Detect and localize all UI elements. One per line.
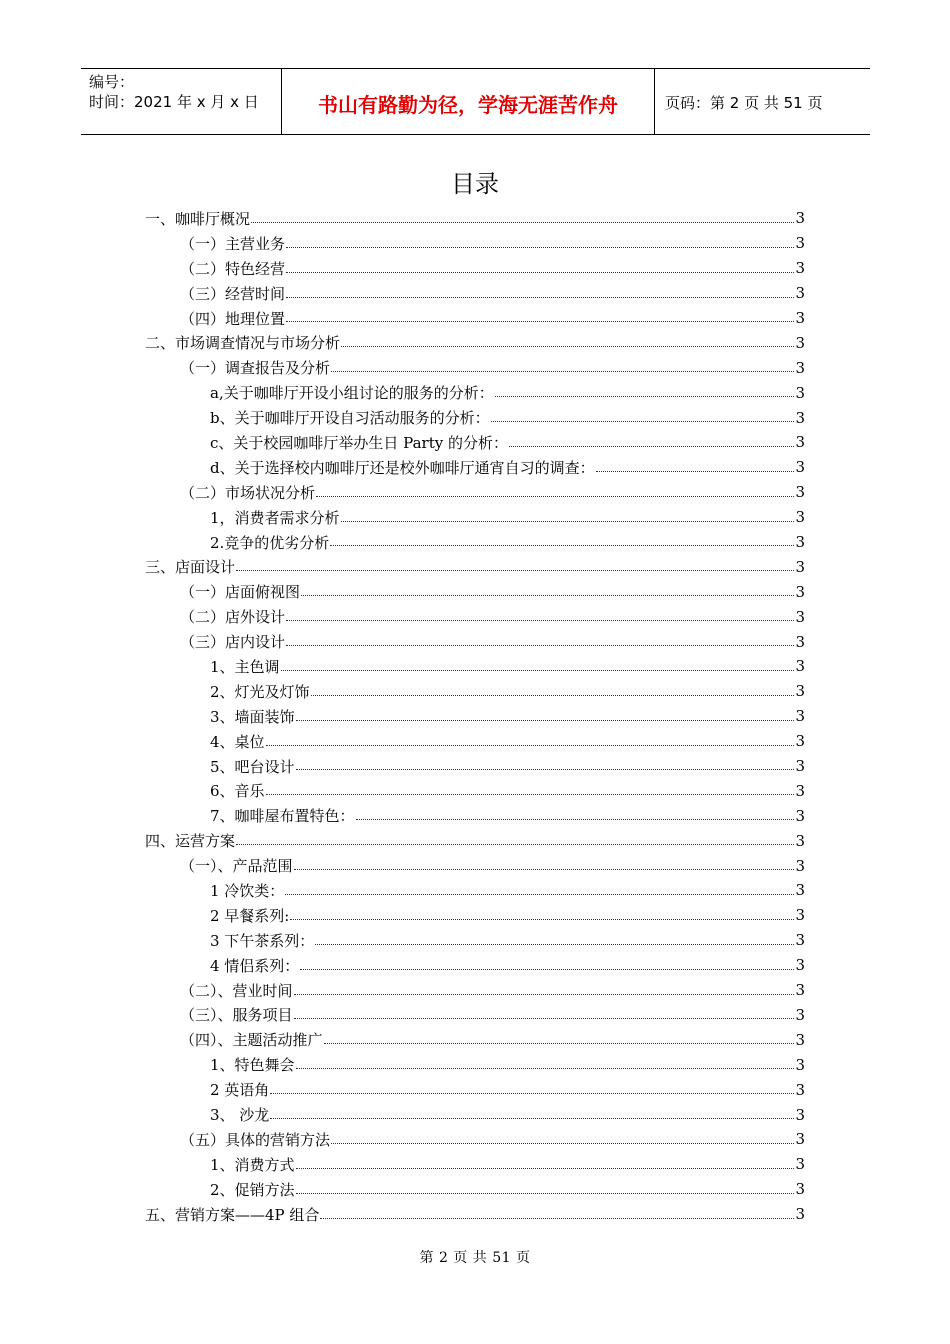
toc-entry-label: 3、墙面装饰 — [210, 707, 295, 726]
toc-entry-page: 3 — [795, 632, 805, 651]
toc-entry-label: （三）店内设计 — [180, 633, 286, 652]
toc-dot-leader — [341, 520, 795, 522]
toc-entry-label: 2、灯光及灯饰 — [210, 682, 310, 701]
toc-entry-page: 3 — [795, 533, 805, 552]
toc-entry-label: （一）、产品范围 — [180, 857, 293, 876]
toc-entry-label: 1、主色调 — [210, 657, 280, 676]
toc-entry[interactable] — [0, 505, 950, 530]
toc-entry-page: 3 — [795, 682, 805, 701]
toc-dot-leader — [509, 445, 794, 447]
toc-entry-page: 3 — [795, 333, 805, 352]
toc-entry[interactable] — [0, 1177, 950, 1202]
toc-dot-leader — [286, 246, 794, 248]
toc-entry-label: d、关于选择校内咖啡厅还是校外咖啡厅通宵自习的调查： — [210, 458, 595, 477]
toc-entry-label: 5、吧台设计 — [210, 757, 295, 776]
toc-entry-label: 4、桌位 — [210, 732, 265, 751]
toc-entry-page: 3 — [795, 209, 805, 228]
toc-entry-label: 五、营销方案——4P 组合 — [145, 1205, 320, 1224]
toc-entry-page: 3 — [795, 284, 805, 303]
header-motto: 书山有路勤为径，学海无涯苦作舟 — [282, 69, 655, 134]
toc-entry-page: 3 — [795, 1155, 805, 1174]
toc-entry-page: 3 — [795, 881, 805, 900]
toc-entry[interactable] — [0, 554, 950, 579]
toc-entry-label: 2、促销方法 — [210, 1180, 295, 1199]
toc-entry-page: 3 — [795, 707, 805, 726]
toc-entry[interactable] — [0, 1077, 950, 1102]
toc-dot-leader — [341, 345, 794, 347]
toc-entry-page: 3 — [795, 1130, 805, 1149]
toc-entry-label: （三）、服务项目 — [180, 1006, 293, 1025]
toc-entry[interactable] — [0, 455, 950, 480]
toc-entry-label: c、关于校园咖啡厅举办生日 Party 的分析： — [210, 433, 508, 452]
toc-dot-leader — [286, 644, 794, 646]
toc-dot-leader — [286, 619, 794, 621]
toc-entry[interactable] — [0, 729, 950, 754]
toc-dot-leader — [330, 544, 794, 546]
toc-entry[interactable] — [0, 231, 950, 256]
toc-entry-page: 3 — [795, 657, 805, 676]
page-header — [81, 68, 870, 135]
toc-entry[interactable] — [0, 480, 950, 505]
toc-entry[interactable] — [0, 978, 950, 1003]
toc-entry-label: b、关于咖啡厅开设自习活动服务的分析： — [210, 409, 490, 428]
toc-dot-leader — [324, 1042, 795, 1044]
toc-entry-page: 3 — [795, 1005, 805, 1024]
toc-entry[interactable] — [0, 679, 950, 704]
toc-entry-page: 3 — [795, 781, 805, 800]
toc-dot-leader — [495, 395, 795, 397]
toc-dot-leader — [301, 594, 794, 596]
toc-entry-label: 1，消费者需求分析 — [210, 508, 340, 527]
toc-entry-label: （一）调查报告及分析 — [180, 359, 331, 378]
toc-entry-page: 3 — [795, 981, 805, 1000]
toc-dot-leader — [296, 1167, 795, 1169]
toc-entry-label: 1、特色舞会 — [210, 1056, 295, 1075]
toc-dot-leader — [270, 1117, 794, 1119]
toc-entry-page: 3 — [795, 408, 805, 427]
header-time-label: 时间：2021 年 x 月 x 日 — [89, 93, 259, 111]
toc-entry-page: 3 — [795, 309, 805, 327]
toc-dot-leader — [311, 694, 795, 696]
toc-dot-leader — [316, 495, 794, 497]
toc-entry[interactable] — [0, 1202, 950, 1227]
toc-entry-page: 3 — [795, 831, 805, 850]
toc-entry-label: 4 情侣系列： — [210, 956, 300, 975]
toc-dot-leader — [296, 719, 795, 721]
toc-entry-label: （四）地理位置 — [180, 309, 286, 328]
toc-entry[interactable] — [0, 754, 950, 779]
toc-entry-page: 3 — [795, 234, 805, 253]
toc-entry-page: 3 — [795, 1105, 805, 1124]
toc-dot-leader — [290, 918, 794, 920]
toc-entry-label: （二）市场状况分析 — [180, 483, 316, 502]
toc-entry-label: （五）具体的营销方法 — [180, 1130, 331, 1149]
toc-entry[interactable] — [0, 405, 950, 430]
toc-dot-leader — [286, 296, 794, 298]
toc-entry[interactable] — [0, 604, 950, 629]
toc-entry-page: 3 — [795, 1205, 805, 1224]
toc-entry-label: （三）经营时间 — [180, 284, 286, 303]
toc-entry-page: 3 — [795, 856, 805, 875]
toc-entry[interactable] — [0, 778, 950, 803]
toc-dot-leader — [596, 470, 795, 472]
toc-entry[interactable] — [0, 355, 950, 380]
toc-dot-leader — [266, 744, 795, 746]
toc-dot-leader — [294, 868, 795, 870]
toc-entry-page: 3 — [795, 582, 805, 601]
toc-entry[interactable] — [0, 281, 950, 306]
toc-dot-leader — [300, 968, 794, 970]
toc-entry-label: 3 下午茶系列： — [210, 931, 315, 950]
toc-dot-leader — [281, 669, 795, 671]
toc-entry-label: 一、咖啡厅概况 — [145, 209, 251, 228]
toc-dot-leader — [356, 818, 795, 820]
toc-entry-label: 2 早餐系列: — [210, 906, 290, 925]
toc-entry[interactable] — [0, 330, 950, 355]
toc-entry-page: 3 — [795, 1055, 805, 1074]
toc-entry[interactable] — [0, 629, 950, 654]
toc-entry-page: 3 — [795, 458, 805, 477]
toc-dot-leader — [286, 271, 794, 273]
header-number-label: 编号： — [89, 73, 135, 91]
toc-entry[interactable] — [0, 953, 950, 978]
toc-entry-page: 3 — [795, 906, 805, 925]
toc-entry-label: （二）店外设计 — [180, 608, 286, 627]
page-title: 目录 — [451, 170, 499, 198]
toc-dot-leader — [296, 768, 795, 770]
toc-entry[interactable] — [0, 380, 950, 405]
toc-dot-leader — [296, 1067, 795, 1069]
toc-dot-leader — [236, 569, 794, 571]
toc-entry[interactable] — [0, 206, 950, 231]
toc-entry[interactable] — [0, 256, 950, 281]
toc-entry-page: 3 — [795, 483, 805, 502]
toc-entry-page: 3 — [795, 757, 805, 776]
toc-entry-page: 3 — [795, 1030, 805, 1049]
toc-entry-label: 1 冷饮类： — [210, 881, 285, 900]
toc-dot-leader — [286, 320, 794, 322]
header-page-info: 页码：第 2 页 共 51 页 — [665, 94, 823, 112]
toc-entry-label: a,关于咖啡厅开设小组讨论的服务的分析： — [210, 384, 494, 403]
toc-entry[interactable] — [0, 306, 950, 331]
toc-entry[interactable] — [0, 1027, 950, 1052]
toc-entry-page: 3 — [795, 557, 805, 576]
toc-dot-leader — [315, 943, 794, 945]
toc-entry[interactable] — [0, 803, 950, 828]
toc-entry-label: 二、市场调查情况与市场分析 — [145, 334, 341, 353]
toc-entry-page: 3 — [795, 1180, 805, 1199]
toc-entry-label: （一）主营业务 — [180, 234, 286, 253]
toc-entry-label: 2 英语角 — [210, 1081, 270, 1100]
toc-entry-label: 2.竞争的优劣分析 — [210, 533, 330, 552]
toc-entry-page: 3 — [795, 931, 805, 950]
toc-dot-leader — [294, 1017, 795, 1019]
toc-entry[interactable] — [0, 1127, 950, 1152]
toc-entry[interactable] — [0, 1102, 950, 1127]
toc-dot-leader — [331, 1142, 794, 1144]
toc-entry[interactable] — [0, 1003, 950, 1028]
toc-dot-leader — [296, 1192, 795, 1194]
toc-entry[interactable] — [0, 878, 950, 903]
toc-dot-leader — [294, 993, 795, 995]
toc-dot-leader — [270, 1092, 794, 1094]
toc-entry-label: 三、店面设计 — [145, 558, 236, 577]
toc-entry-page: 3 — [795, 806, 805, 825]
toc-entry[interactable] — [0, 928, 950, 953]
toc-entry-page: 3 — [795, 956, 805, 975]
toc-entry-label: 6、音乐 — [210, 782, 265, 801]
toc-entry-label: 四、运营方案 — [145, 832, 236, 851]
toc-entry[interactable] — [0, 430, 950, 455]
toc-dot-leader — [251, 221, 794, 223]
toc-dot-leader — [285, 893, 794, 895]
toc-entry[interactable] — [0, 1052, 950, 1077]
toc-entry-page: 3 — [795, 607, 805, 626]
toc-entry-page: 3 — [795, 358, 805, 377]
toc-entry[interactable] — [0, 530, 950, 555]
toc-entry[interactable] — [0, 1152, 950, 1177]
toc-entry-page: 3 — [795, 732, 805, 751]
toc-dot-leader — [266, 793, 795, 795]
toc-entry[interactable] — [0, 654, 950, 679]
toc-entry-label: （四）、主题活动推广 — [180, 1031, 323, 1050]
toc-entry[interactable] — [0, 828, 950, 853]
table-of-contents — [0, 206, 950, 1227]
toc-dot-leader — [236, 843, 794, 845]
toc-entry-page: 3 — [795, 433, 805, 452]
toc-entry-label: 3、 沙龙 — [210, 1106, 270, 1124]
toc-entry-label: 1、消费方式 — [210, 1155, 295, 1174]
toc-entry-label: （一）店面俯视图 — [180, 583, 301, 602]
toc-entry[interactable] — [0, 853, 950, 878]
toc-entry-label: （二）特色经营 — [180, 259, 286, 278]
toc-entry-label: （二）、营业时间 — [180, 981, 293, 1000]
header-meta — [81, 69, 282, 134]
toc-entry[interactable] — [0, 579, 950, 604]
toc-entry-page: 3 — [795, 508, 805, 527]
page-footer: 第 2 页 共 51 页 — [419, 1250, 531, 1266]
toc-entry-page: 3 — [795, 1080, 805, 1099]
toc-entry-page: 3 — [795, 383, 805, 402]
toc-dot-leader — [491, 420, 795, 422]
toc-dot-leader — [320, 1217, 794, 1219]
toc-entry[interactable] — [0, 704, 950, 729]
toc-entry-label: 7、咖啡屋布置特色： — [210, 807, 355, 826]
toc-dot-leader — [331, 370, 794, 372]
toc-entry[interactable] — [0, 903, 950, 928]
toc-entry-page: 3 — [795, 259, 805, 278]
